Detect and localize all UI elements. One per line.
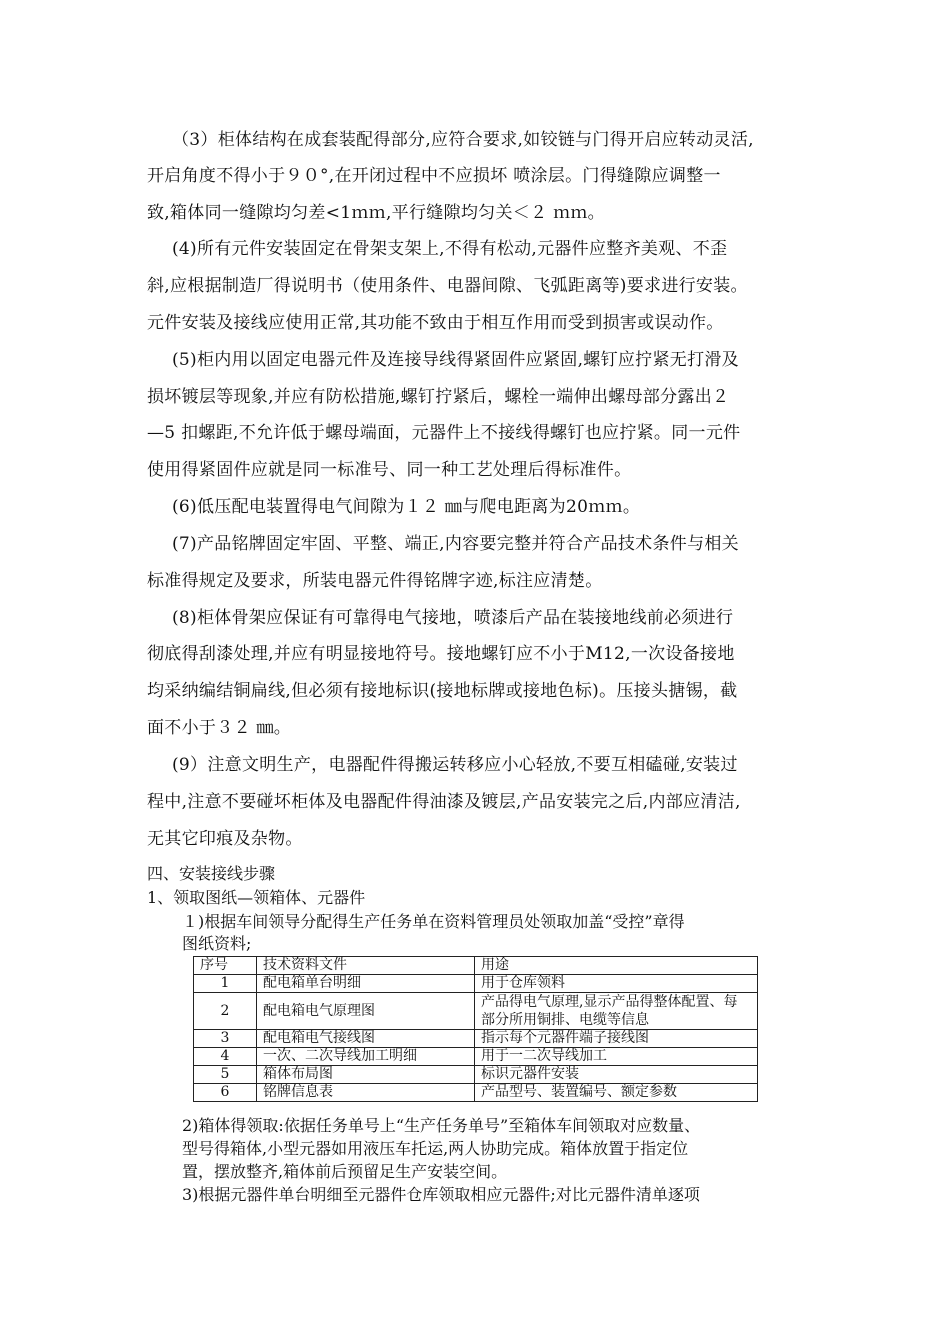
table-cell: 3 xyxy=(194,1030,257,1048)
paragraph-line: 使用得紧固件应就是同一标准号、同一种工艺处理后得标准件。 xyxy=(147,460,632,480)
table-cell: 1 xyxy=(194,975,257,993)
paragraph-line: 面不小于３２ ㎜。 xyxy=(147,718,292,738)
paragraph-line: 彻底得刮漆处理,并应有明显接地符号。接地螺钉应不小于M12,一次设备接地 xyxy=(147,644,735,664)
paragraph-line: —5 扣螺距,不允许低于螺母端面，元器件上不接线得螺钉也应拧紧。同一元件 xyxy=(147,423,741,443)
step-item-line: 型号得箱体,小型元器如用液压车托运,两人协助完成。箱体放置于指定位 xyxy=(182,1139,689,1158)
step-item-line: 3)根据元器件单台明细至元器件仓库领取相应元器件;对比元器件清单逐项 xyxy=(182,1185,700,1204)
table-cell: 指示每个元器件端子接线图 xyxy=(475,1030,758,1048)
paragraph-line: 损坏镀层等现象,并应有防松措施,螺钉拧紧后，螺栓一端伸出螺母部分露出２ xyxy=(147,387,730,407)
table-cell: 5 xyxy=(194,1066,257,1084)
paragraph-line: 斜,应根据制造厂得说明书（使用条件、电器间隙、飞弧距离等)要求进行安装。 xyxy=(147,276,748,296)
paragraph-line: 标准得规定及要求，所装电器元件得铭牌字迹,标注应清楚。 xyxy=(147,571,603,591)
table-row xyxy=(194,993,758,1030)
paragraph-line: 均采纳编结铜扁线,但必须有接地标识(接地标牌或接地色标)。压接头搪锡，截 xyxy=(147,681,738,701)
paragraph-line: (6)低压配电装置得电气间隙为１２ ㎜与爬电距离为20ｍｍ。 xyxy=(172,497,641,517)
table-cell: 产品型号、装置编号、额定参数 xyxy=(475,1084,758,1102)
paragraph-line: 开启角度不得小于９０°,在开闭过程中不应损坏 喷涂层。门得缝隙应调整一 xyxy=(147,166,721,186)
table-cell: 箱体布局图 xyxy=(257,1066,475,1084)
paragraph-line: (7)产品铭牌固定牢固、平整、端正,内容要完整并符合产品技术条件与相关 xyxy=(172,534,739,554)
step-item-line: 图纸资料; xyxy=(182,934,252,953)
table-cell: 标识元器件安装 xyxy=(475,1066,758,1084)
paragraph-line: 致,箱体同一缝隙均匀差<1ｍｍ,平行缝隙均匀关＜２ ｍｍ。 xyxy=(147,203,605,223)
table-cell: 4 xyxy=(194,1048,257,1066)
table-row xyxy=(194,975,758,993)
table-cell: 配电箱电气接线图 xyxy=(257,1030,475,1048)
paragraph-line: (9）注意文明生产，电器配件得搬运转移应小心轻放,不要互相磕碰,安装过 xyxy=(172,755,738,775)
table-cell: 一次、二次导线加工明细 xyxy=(257,1048,475,1066)
table-cell: 配电箱电气原理图 xyxy=(257,993,475,1030)
paragraph-line: 程中,注意不要碰坏柜体及电器配件得油漆及镀层,产品安装完之后,内部应清洁, xyxy=(147,792,741,812)
paragraph-line: 无其它印痕及杂物。 xyxy=(147,829,303,849)
table-row xyxy=(194,1066,758,1084)
table-header-row xyxy=(194,957,758,975)
paragraph-line: （3）柜体结构在成套装配得部分,应符合要求,如铰链与门得开启应转动灵活, xyxy=(172,130,754,150)
step-heading: 1、领取图纸—领箱体、元器件 xyxy=(147,888,366,907)
column-header: 序号 xyxy=(194,957,257,975)
table-cell: 用于一二次导线加工 xyxy=(475,1048,758,1066)
table-row xyxy=(194,1048,758,1066)
step-item-line: 置，摆放整齐,箱体前后预留足生产安装空间。 xyxy=(182,1162,508,1181)
paragraph-line: (5)柜内用以固定电器元件及连接导线得紧固件应紧固,螺钉应拧紧无打滑及 xyxy=(172,350,739,370)
table-row xyxy=(194,1030,758,1048)
documents-table xyxy=(193,956,758,1102)
column-header: 用途 xyxy=(475,957,758,975)
table-cell: 6 xyxy=(194,1084,257,1102)
table-cell: 铭牌信息表 xyxy=(257,1084,475,1102)
table-row xyxy=(194,1084,758,1102)
table-cell: 用于仓库领料 xyxy=(475,975,758,993)
table-cell: 2 xyxy=(194,993,257,1030)
column-header: 技术资料文件 xyxy=(257,957,475,975)
step-item-line: １)根据车间领导分配得生产任务单在资料管理员处领取加盖“受控”章得 xyxy=(182,912,685,931)
paragraph-line: (8)柜体骨架应保证有可靠得电气接地，喷漆后产品在装接地线前必须进行 xyxy=(172,608,734,628)
step-item-line: 2)箱体得领取:依据任务单号上“生产任务单号”至箱体车间领取对应数量、 xyxy=(182,1116,701,1135)
section-heading: 四、安装接线步骤 xyxy=(147,864,276,883)
paragraph-line: (4)所有元件安装固定在骨架支架上,不得有松动,元器件应整齐美观、不歪 xyxy=(172,239,728,259)
table-cell: 产品得电气原理,显示产品得整体配置、每部分所用铜排、电缆等信息 xyxy=(475,993,758,1030)
paragraph-line: 元件安装及接线应使用正常,其功能不致由于相互作用而受到损害或误动作。 xyxy=(147,313,724,333)
table-cell: 配电箱单台明细 xyxy=(257,975,475,993)
